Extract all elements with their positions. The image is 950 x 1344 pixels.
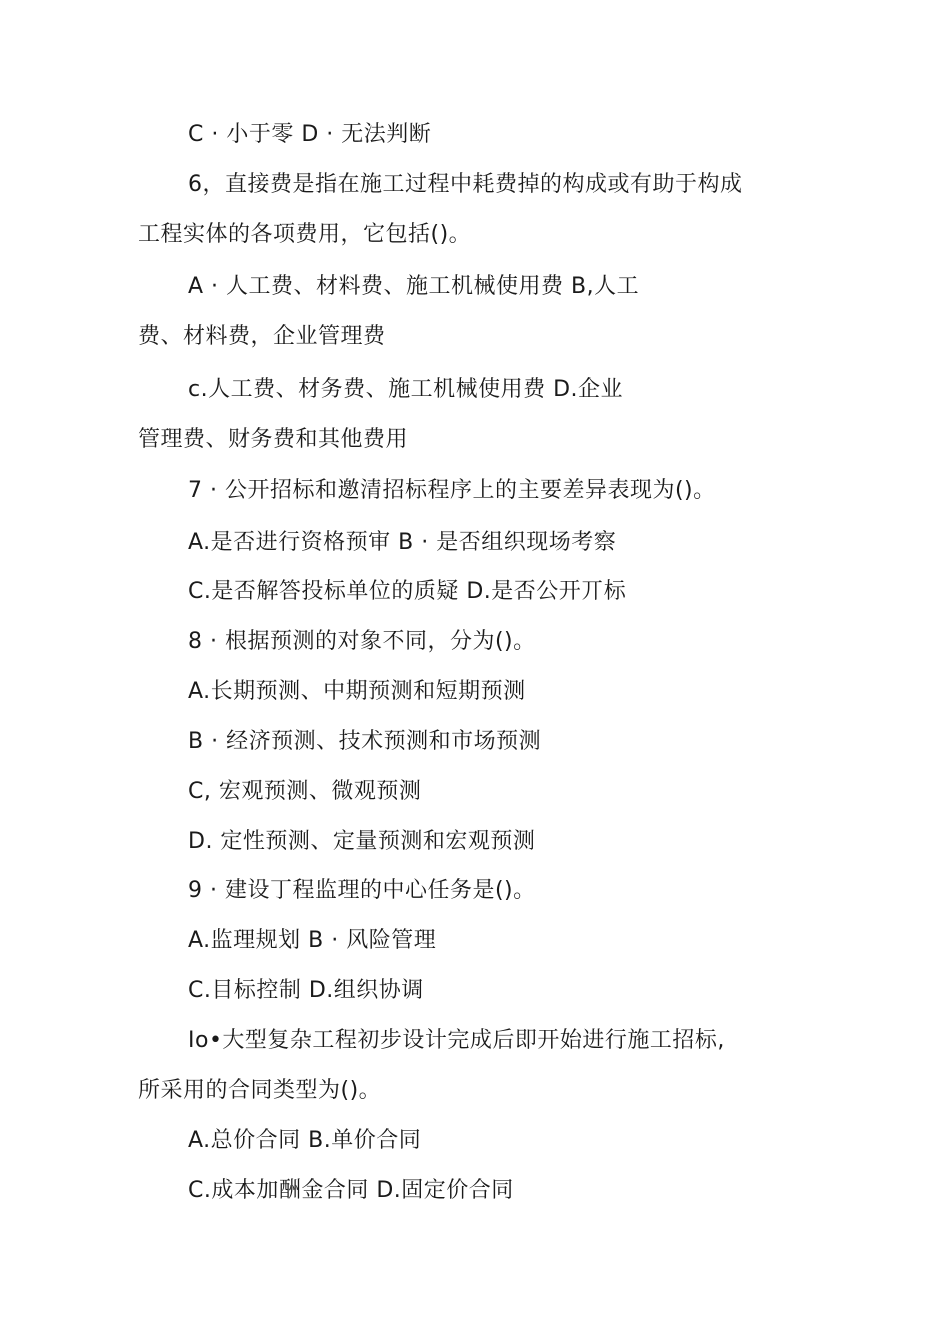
option-line-9ab: A.监理规划 B · 风险管理: [188, 928, 437, 953]
option-line-9cd: C.目标控制 D.组织协调: [188, 978, 424, 1003]
option-line-6a-cont: 费、材料费，企业管理费: [138, 324, 386, 349]
question-6-line-1: 6，直接费是指在施工过程中耗费掉的构成或有助于构成: [188, 172, 743, 197]
option-line-7ab: A.是否进行资格预审 B · 是否组织现场考察: [188, 530, 617, 555]
option-line-10ab: A.总价合同 B.单价合同: [188, 1128, 422, 1153]
question-8: 8 · 根据预测的对象不同，分为()。: [188, 629, 536, 654]
question-7: 7 · 公开招标和邀清招标程序上的主要差异表现为()。: [188, 478, 716, 503]
option-line-8a: A.长期预测、中期预测和短期预测: [188, 679, 526, 704]
option-line-6c: c.人工费、材务费、施工机械使用费 D.企业: [188, 377, 624, 402]
option-line-6c-cont: 管理费、财务费和其他费用: [138, 427, 409, 452]
question-10-line-1: Io•大型复杂工程初步设计完成后即开始进行施工招标,: [188, 1028, 725, 1053]
question-9: 9 · 建设丁程监理的中心任务是()。: [188, 878, 536, 903]
option-line-7cd: C.是否解答投标单位的质疑 D.是否公开丌标: [188, 579, 627, 604]
option-line-6a: A · 人工费、材料费、施工机械使用费 B,人工: [188, 274, 640, 299]
question-10-line-2: 所采用的合同类型为()。: [138, 1078, 382, 1103]
option-line-5cd: C · 小于零 D · 无法判断: [188, 122, 432, 147]
option-line-8d: D. 定性预测、定量预测和宏观预测: [188, 829, 536, 854]
question-6-line-2: 工程实体的各项费用，它包括()。: [138, 222, 472, 247]
option-line-10cd: C.成本加酬金合同 D.固定价合同: [188, 1178, 514, 1203]
option-line-8b: B · 经济预测、技术预测和市场预测: [188, 729, 542, 754]
option-line-8c: C, 宏观预测、微观预测: [188, 779, 422, 804]
